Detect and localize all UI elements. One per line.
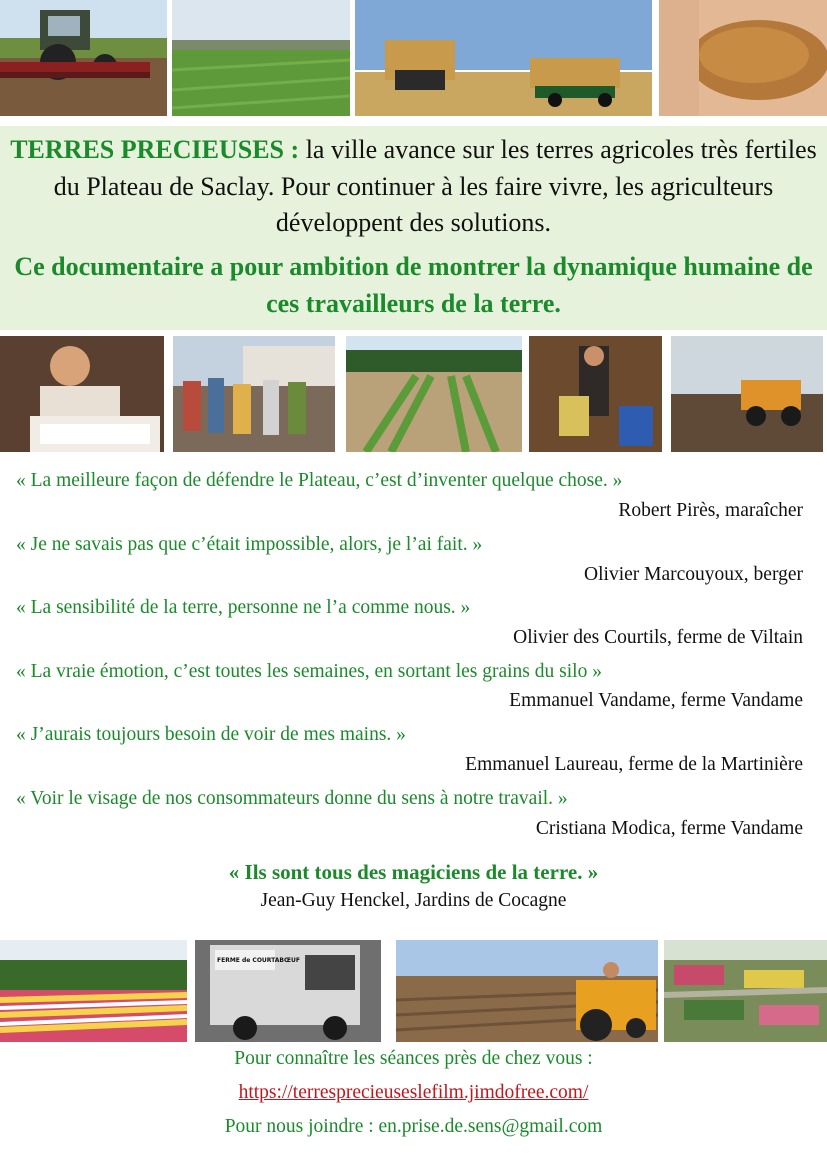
quote-author: Cristiana Modica, ferme Vandame (535, 818, 803, 839)
quote-text: « La meilleure façon de défendre le Plateau, c’est d’inventer quelque chose. » (16, 470, 623, 491)
quote-text: « La vraie émotion, c’est toutes les semaines, en sortant les grains du silo » (16, 661, 602, 682)
intro-mission: Ce documentaire a pour ambition de montrer la dynamique humaine de ces travailleurs de la terre. (14, 252, 813, 318)
photo-loader-compost (671, 336, 823, 452)
quote-author: Olivier des Courtils, ferme de Viltain (513, 627, 803, 648)
film-title: TERRES PRECIEUSES : (10, 135, 300, 164)
van-sign-text: FERME de COURTABŒUF (217, 957, 300, 964)
quote-text: « Voir le visage de nos consommateurs donne du sens à notre travail. » (16, 788, 568, 809)
photo-hay-bales (355, 0, 652, 116)
photo-tractor-plowing (0, 0, 167, 116)
photo-market-crowd (173, 336, 335, 452)
quote-author: Emmanuel Vandame, ferme Vandame (509, 690, 803, 711)
intro-box (0, 126, 827, 330)
photo-farmer-grain (529, 336, 662, 452)
website-link[interactable]: https://terresprecieuseslefilm.jimdofree.com/ (238, 1082, 589, 1103)
screenings-info: Pour connaître les séances près de chez vous : (234, 1048, 593, 1069)
final-quote-author: Jean-Guy Henckel, Jardins de Cocagne (260, 890, 567, 911)
intro-text: la ville avance sur les terres agricoles très fertiles du Plateau de Saclay. Pour continuer à les faire vivre, les agriculteurs développent des solutions. (53, 135, 817, 237)
photo-green-field (172, 0, 350, 116)
photo-woman-dough (0, 336, 164, 452)
final-quote-text: « Ils sont tous des magiciens de la terre. » (228, 860, 599, 884)
quote-author: Olivier Marcouyoux, berger (584, 564, 803, 585)
intro-paragraph (0, 132, 827, 242)
photo-tulip-field (0, 940, 187, 1042)
quote-author: Emmanuel Laureau, ferme de la Martinière (465, 754, 803, 775)
photo-plant-nursery (664, 940, 827, 1042)
photo-vegetable-rows (346, 336, 522, 452)
quote-text: « La sensibilité de la terre, personne ne l’a comme nous. » (16, 597, 471, 618)
contact-email: Pour nous joindre : en.prise.de.sens@gmail.com (224, 1116, 603, 1137)
quote-text: « J’aurais toujours besoin de voir de mes mains. » (16, 724, 406, 745)
photo-vintage-van (195, 940, 381, 1042)
quote-text: « Je ne savais pas que c’était impossible, alors, je l’ai fait. » (16, 534, 483, 555)
quote-author: Robert Pirès, maraîcher (618, 500, 803, 521)
photo-tractor-field (396, 940, 658, 1042)
photo-hands-grain (659, 0, 827, 116)
